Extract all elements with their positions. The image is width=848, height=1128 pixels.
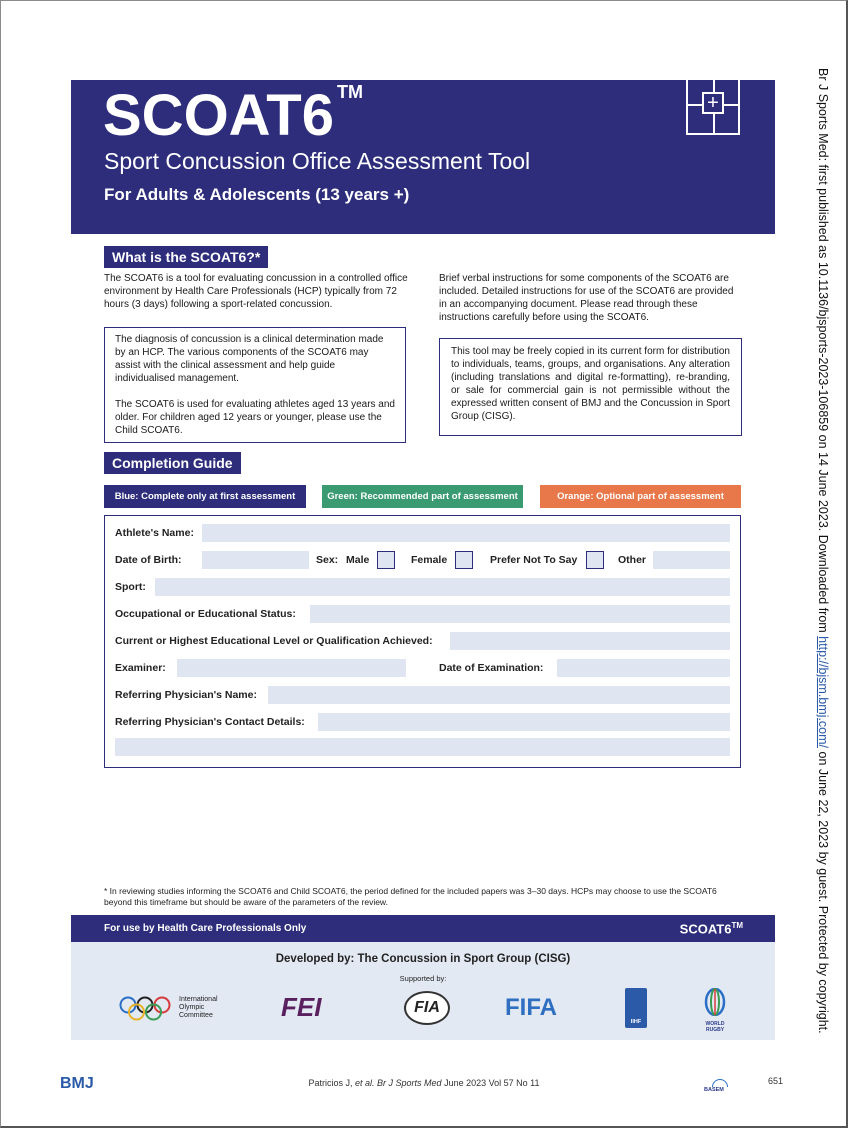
sport-field[interactable]	[155, 578, 730, 596]
occupation-field[interactable]	[310, 605, 730, 623]
bjsm-link[interactable]: http://bjsm.bmj.com/	[816, 636, 830, 749]
ref-name-field[interactable]	[268, 686, 730, 704]
citation: Patricios J, et al. Br J Sports Med June 2023 Vol 57 No 11	[308, 1078, 540, 1088]
ref-contact-field[interactable]	[318, 713, 730, 731]
intro-text: The SCOAT6 is a tool for evaluating concussion in a controlled office environment by Health Care Professionals (HCP) typically from 72 hours (3 days) following a sport-related concussion.	[104, 273, 408, 310]
sex-label: Sex:	[316, 554, 339, 566]
ref-contact-field-line2[interactable]	[115, 738, 730, 756]
dob-label: Date of Birth:	[115, 554, 182, 566]
education-label: Current or Highest Educational Level or Qualification Achieved:	[115, 635, 433, 647]
olympic-rings-icon	[118, 995, 174, 1023]
prefer-not-label: Prefer Not To Say	[490, 554, 578, 566]
audience-label: For Adults & Adolescents (13 years +)	[104, 185, 410, 204]
sport-label: Sport:	[115, 581, 146, 593]
athlete-name-field[interactable]	[202, 524, 730, 542]
athlete-form	[104, 515, 741, 768]
page-title: SCOAT6	[103, 83, 334, 148]
ioc-logo: International Olympic Committee	[118, 995, 248, 1025]
age-text: The SCOAT6 is used for evaluating athletes aged 13 years and older. For children aged 12 years or younger, please use the Child SCOAT6.	[115, 399, 395, 436]
male-label: Male	[346, 554, 370, 566]
prefer-not-checkbox[interactable]	[586, 551, 604, 569]
ref-contact-label: Referring Physician's Contact Details:	[115, 716, 305, 728]
logos-panel	[71, 942, 775, 1040]
male-checkbox[interactable]	[377, 551, 395, 569]
diagnosis-box	[104, 327, 406, 443]
bmj-logo: BMJ	[60, 1075, 94, 1092]
copyright-box: This tool may be freely copied in its current form for distribution to individuals, teams, groups, and organisations. Any alteration (including translations and digital re-formatting), re-branding, or sale for commercial gain is not permissible without the expressed written consent of BMJ and the Concussion in Sport Group (CISG).	[439, 338, 742, 436]
completion-heading: Completion Guide	[104, 452, 241, 474]
plus-box-icon: +	[686, 80, 740, 135]
instructions-text: Brief verbal instructions for some components of the SCOAT6 are included. Detailed instructions for use of the SCOAT6 are provided in an accompanying document. Please read through these instructions carefully before using the SCOAT6.	[439, 273, 734, 323]
what-is-heading: What is the SCOAT6?*	[104, 246, 268, 268]
rugby-ball-icon	[702, 988, 728, 1016]
supported-by: Supported by:	[399, 974, 447, 983]
footnote: * In reviewing studies informing the SCOAT6 and Child SCOAT6, the period defined for the included papers was 3–30 days. HCPs may choose to use the SCOAT6 beyond this timeframe but should be aware of the parameters of the review.	[104, 886, 717, 907]
legend-blue: Blue: Complete only at first assessment	[104, 485, 306, 508]
exam-date-label: Date of Examination:	[439, 662, 544, 674]
vertical-citation: Br J Sports Med: first published as 10.1136/bjsports-2023-106859 on 14 June 2023. Downloaded from http://bjsm.bmj.com/ on June 22, 2023 by guest. Protected by copyright.	[816, 68, 830, 1034]
page-number: 651	[768, 1076, 784, 1086]
basem-logo: BASEM	[704, 1079, 736, 1093]
exam-date-field[interactable]	[557, 659, 730, 677]
other-label: Other	[618, 554, 647, 566]
female-checkbox[interactable]	[455, 551, 473, 569]
legend-orange: Orange: Optional part of assessment	[540, 485, 741, 508]
iihf-logo: IIHF	[625, 988, 647, 1028]
athlete-name-label: Athlete's Name:	[115, 527, 194, 539]
hcp-only-label: For use by Health Care Professionals Only	[104, 923, 307, 934]
footer-tool-name: SCOAT6™	[679, 921, 743, 937]
footer-bar	[71, 915, 775, 942]
developed-by: Developed by: The Concussion in Sport Group (CISG)	[275, 953, 571, 965]
dob-field[interactable]	[202, 551, 309, 569]
fei-logo: FEI	[281, 992, 322, 1022]
diagnosis-text: The diagnosis of concussion is a clinical determination made by an HCP. The various components of the SCOAT6 may assist with the clinical assessment and help guide individualised management.	[115, 334, 384, 384]
page-subtitle: Sport Concussion Office Assessment Tool	[104, 148, 531, 174]
examiner-label: Examiner:	[115, 662, 166, 674]
examiner-field[interactable]	[177, 659, 406, 677]
world-rugby-logo: WORLD RUGBY	[700, 988, 730, 1032]
fifa-logo: FIFA	[505, 994, 557, 1021]
legend-green: Green: Recommended part of assessment	[322, 485, 523, 508]
female-label: Female	[411, 554, 448, 566]
education-field[interactable]	[450, 632, 730, 650]
occupation-label: Occupational or Educational Status:	[115, 608, 296, 620]
fia-logo: FIA	[404, 991, 450, 1025]
trademark-mark: TM	[337, 82, 363, 102]
header-banner	[71, 80, 775, 234]
ref-name-label: Referring Physician's Name:	[115, 689, 257, 701]
other-field[interactable]	[653, 551, 730, 569]
